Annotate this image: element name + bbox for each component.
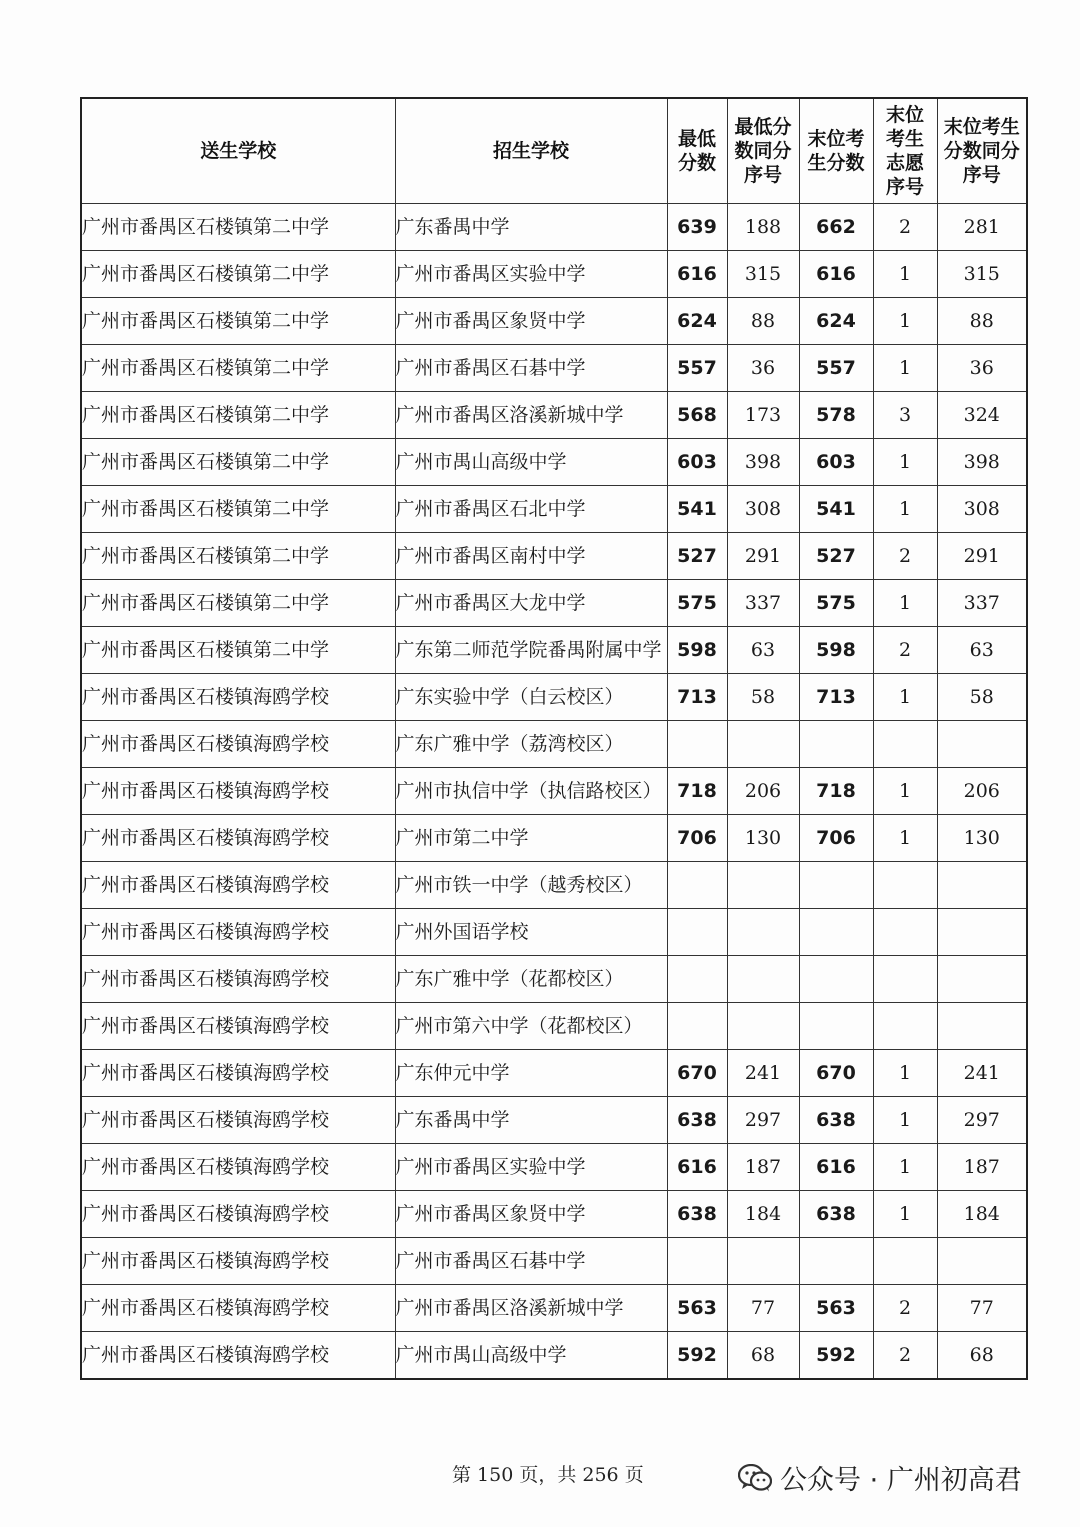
admitting-school-cell: 广州市番禺区石碁中学 xyxy=(395,1238,667,1285)
watermark xyxy=(738,1458,1022,1497)
score-cell xyxy=(727,956,799,1003)
table-row xyxy=(81,533,1027,580)
sending-school-cell: 广州市番禺区石楼镇海鸥学校 xyxy=(81,1050,395,1097)
column-header: 招生学校 xyxy=(395,98,667,204)
table-header-row xyxy=(81,98,1027,204)
score-cell: 297 xyxy=(937,1097,1027,1144)
admitting-school-cell: 广州外国语学校 xyxy=(395,909,667,956)
score-cell xyxy=(937,1238,1027,1285)
score-cell: 337 xyxy=(727,580,799,627)
score-cell: 592 xyxy=(667,1332,727,1380)
table-row xyxy=(81,862,1027,909)
score-cell xyxy=(799,862,873,909)
score-cell: 568 xyxy=(667,392,727,439)
score-cell: 308 xyxy=(937,486,1027,533)
admitting-school-cell: 广州市番禺区石北中学 xyxy=(395,486,667,533)
sending-school-cell: 广州市番禺区石楼镇海鸥学校 xyxy=(81,721,395,768)
score-cell: 1 xyxy=(873,1144,937,1191)
sending-school-cell: 广州市番禺区石楼镇海鸥学校 xyxy=(81,956,395,1003)
score-cell: 713 xyxy=(799,674,873,721)
score-cell xyxy=(727,721,799,768)
score-cell: 241 xyxy=(937,1050,1027,1097)
score-cell: 592 xyxy=(799,1332,873,1380)
watermark-text: 公众号 · 广州初高君 xyxy=(780,1465,1022,1496)
score-cell xyxy=(667,721,727,768)
column-header: 末位考 生分数 xyxy=(799,98,873,204)
score-cell: 291 xyxy=(937,533,1027,580)
score-cell: 638 xyxy=(667,1097,727,1144)
admitting-school-cell: 广东广雅中学（花都校区） xyxy=(395,956,667,1003)
score-cell: 324 xyxy=(937,392,1027,439)
table-row xyxy=(81,1050,1027,1097)
sending-school-cell: 广州市番禺区石楼镇海鸥学校 xyxy=(81,1285,395,1332)
score-cell xyxy=(873,721,937,768)
score-cell xyxy=(667,862,727,909)
score-cell: 1 xyxy=(873,345,937,392)
score-cell: 398 xyxy=(937,439,1027,486)
score-cell: 63 xyxy=(937,627,1027,674)
sending-school-cell: 广州市番禺区石楼镇海鸥学校 xyxy=(81,674,395,721)
admitting-school-cell: 广东广雅中学（荔湾校区） xyxy=(395,721,667,768)
sending-school-cell: 广州市番禺区石楼镇第二中学 xyxy=(81,486,395,533)
score-cell xyxy=(727,909,799,956)
admitting-school-cell: 广州市番禺区洛溪新城中学 xyxy=(395,392,667,439)
sending-school-cell: 广州市番禺区石楼镇海鸥学校 xyxy=(81,1144,395,1191)
column-header: 最低 分数 xyxy=(667,98,727,204)
score-cell xyxy=(727,1003,799,1050)
score-cell xyxy=(937,862,1027,909)
score-cell: 616 xyxy=(667,251,727,298)
score-cell: 1 xyxy=(873,1050,937,1097)
score-cell xyxy=(727,1238,799,1285)
score-cell: 1 xyxy=(873,768,937,815)
admitting-school-cell: 广州市番禺区石碁中学 xyxy=(395,345,667,392)
score-cell: 2 xyxy=(873,627,937,674)
score-cell xyxy=(873,862,937,909)
sending-school-cell: 广州市番禺区石楼镇海鸥学校 xyxy=(81,1003,395,1050)
score-cell: 1 xyxy=(873,486,937,533)
score-cell: 297 xyxy=(727,1097,799,1144)
score-cell: 36 xyxy=(727,345,799,392)
score-cell: 36 xyxy=(937,345,1027,392)
table-body xyxy=(81,204,1027,1380)
score-cell: 337 xyxy=(937,580,1027,627)
table-row xyxy=(81,580,1027,627)
score-cell: 77 xyxy=(727,1285,799,1332)
table-row xyxy=(81,1144,1027,1191)
score-cell: 706 xyxy=(667,815,727,862)
score-cell: 718 xyxy=(667,768,727,815)
sending-school-cell: 广州市番禺区石楼镇海鸥学校 xyxy=(81,862,395,909)
admitting-school-cell: 广州市铁一中学（越秀校区） xyxy=(395,862,667,909)
sending-school-cell: 广州市番禺区石楼镇第二中学 xyxy=(81,204,395,251)
score-cell xyxy=(667,956,727,1003)
score-cell xyxy=(873,1003,937,1050)
admitting-school-cell: 广东仲元中学 xyxy=(395,1050,667,1097)
admitting-school-cell: 广州市番禺区洛溪新城中学 xyxy=(395,1285,667,1332)
admitting-school-cell: 广州市执信中学（执信路校区） xyxy=(395,768,667,815)
score-cell: 1 xyxy=(873,298,937,345)
score-cell: 2 xyxy=(873,204,937,251)
score-cell: 603 xyxy=(799,439,873,486)
score-cell xyxy=(873,1238,937,1285)
admitting-school-cell: 广州市禺山高级中学 xyxy=(395,439,667,486)
score-cell: 624 xyxy=(667,298,727,345)
score-cell xyxy=(667,1003,727,1050)
score-cell: 2 xyxy=(873,1285,937,1332)
score-cell: 68 xyxy=(937,1332,1027,1380)
score-cell: 2 xyxy=(873,1332,937,1380)
score-cell xyxy=(667,1238,727,1285)
table-row xyxy=(81,1191,1027,1238)
score-cell: 58 xyxy=(727,674,799,721)
score-cell: 638 xyxy=(667,1191,727,1238)
score-cell xyxy=(799,721,873,768)
score-cell: 557 xyxy=(799,345,873,392)
score-cell: 173 xyxy=(727,392,799,439)
score-cell: 706 xyxy=(799,815,873,862)
score-cell: 1 xyxy=(873,1097,937,1144)
sending-school-cell: 广州市番禺区石楼镇海鸥学校 xyxy=(81,1097,395,1144)
score-cell: 1 xyxy=(873,580,937,627)
score-cell: 3 xyxy=(873,392,937,439)
sending-school-cell: 广州市番禺区石楼镇第二中学 xyxy=(81,580,395,627)
admitting-school-cell: 广州市番禺区大龙中学 xyxy=(395,580,667,627)
admitting-school-cell: 广州市番禺区实验中学 xyxy=(395,251,667,298)
table-row xyxy=(81,298,1027,345)
score-cell: 603 xyxy=(667,439,727,486)
score-cell: 241 xyxy=(727,1050,799,1097)
score-cell: 2 xyxy=(873,533,937,580)
score-cell xyxy=(937,1003,1027,1050)
score-cell: 130 xyxy=(937,815,1027,862)
score-cell: 130 xyxy=(727,815,799,862)
score-cell: 187 xyxy=(937,1144,1027,1191)
score-cell: 184 xyxy=(727,1191,799,1238)
score-cell xyxy=(799,1238,873,1285)
score-cell: 541 xyxy=(667,486,727,533)
score-cell: 718 xyxy=(799,768,873,815)
score-cell xyxy=(799,1003,873,1050)
score-cell: 63 xyxy=(727,627,799,674)
admitting-school-cell: 广州市番禺区南村中学 xyxy=(395,533,667,580)
table-row xyxy=(81,909,1027,956)
score-cell: 188 xyxy=(727,204,799,251)
table-row xyxy=(81,439,1027,486)
table-row xyxy=(81,1097,1027,1144)
admitting-school-cell: 广州市番禺区实验中学 xyxy=(395,1144,667,1191)
table-row xyxy=(81,627,1027,674)
score-cell: 1 xyxy=(873,674,937,721)
score-cell: 77 xyxy=(937,1285,1027,1332)
score-cell: 575 xyxy=(667,580,727,627)
admitting-school-cell: 广东第二师范学院番禺附属中学 xyxy=(395,627,667,674)
score-cell xyxy=(799,909,873,956)
score-cell: 206 xyxy=(937,768,1027,815)
score-cell: 616 xyxy=(667,1144,727,1191)
score-cell: 68 xyxy=(727,1332,799,1380)
score-cell: 315 xyxy=(727,251,799,298)
sending-school-cell: 广州市番禺区石楼镇第二中学 xyxy=(81,251,395,298)
score-cell: 639 xyxy=(667,204,727,251)
score-cell: 206 xyxy=(727,768,799,815)
score-cell: 638 xyxy=(799,1191,873,1238)
table-row xyxy=(81,956,1027,1003)
score-cell: 563 xyxy=(799,1285,873,1332)
sending-school-cell: 广州市番禺区石楼镇第二中学 xyxy=(81,392,395,439)
sending-school-cell: 广州市番禺区石楼镇第二中学 xyxy=(81,439,395,486)
score-cell xyxy=(873,909,937,956)
table-row xyxy=(81,721,1027,768)
table-row xyxy=(81,392,1027,439)
admitting-school-cell: 广州市番禺区象贤中学 xyxy=(395,1191,667,1238)
table-row xyxy=(81,1285,1027,1332)
table-row xyxy=(81,1332,1027,1380)
sending-school-cell: 广州市番禺区石楼镇第二中学 xyxy=(81,533,395,580)
score-cell: 527 xyxy=(667,533,727,580)
score-cell: 281 xyxy=(937,204,1027,251)
column-header: 末位 考生 志愿 序号 xyxy=(873,98,937,204)
score-cell: 616 xyxy=(799,251,873,298)
score-cell: 1 xyxy=(873,1191,937,1238)
admitting-school-cell: 广东番禺中学 xyxy=(395,204,667,251)
score-cell: 308 xyxy=(727,486,799,533)
score-cell xyxy=(799,956,873,1003)
score-cell: 1 xyxy=(873,815,937,862)
score-cell: 670 xyxy=(667,1050,727,1097)
admitting-school-cell: 广东番禺中学 xyxy=(395,1097,667,1144)
score-cell xyxy=(667,909,727,956)
score-cell: 557 xyxy=(667,345,727,392)
table-row xyxy=(81,486,1027,533)
score-cell: 58 xyxy=(937,674,1027,721)
score-cell: 88 xyxy=(727,298,799,345)
table-row xyxy=(81,345,1027,392)
score-cell: 187 xyxy=(727,1144,799,1191)
score-cell: 575 xyxy=(799,580,873,627)
score-cell xyxy=(727,862,799,909)
score-cell: 315 xyxy=(937,251,1027,298)
table-row xyxy=(81,1238,1027,1285)
sending-school-cell: 广州市番禺区石楼镇第二中学 xyxy=(81,298,395,345)
score-cell: 1 xyxy=(873,439,937,486)
score-cell: 1 xyxy=(873,251,937,298)
score-cell: 88 xyxy=(937,298,1027,345)
admitting-school-cell: 广州市第六中学（花都校区） xyxy=(395,1003,667,1050)
sending-school-cell: 广州市番禺区石楼镇第二中学 xyxy=(81,345,395,392)
score-cell xyxy=(873,956,937,1003)
admission-table xyxy=(80,97,1028,1380)
score-cell: 598 xyxy=(799,627,873,674)
score-cell: 616 xyxy=(799,1144,873,1191)
table-row xyxy=(81,251,1027,298)
admitting-school-cell: 广州市第二中学 xyxy=(395,815,667,862)
score-cell xyxy=(937,956,1027,1003)
sending-school-cell: 广州市番禺区石楼镇海鸥学校 xyxy=(81,909,395,956)
sending-school-cell: 广州市番禺区石楼镇海鸥学校 xyxy=(81,1191,395,1238)
sending-school-cell: 广州市番禺区石楼镇海鸥学校 xyxy=(81,1238,395,1285)
sending-school-cell: 广州市番禺区石楼镇海鸥学校 xyxy=(81,815,395,862)
score-cell: 527 xyxy=(799,533,873,580)
table-row xyxy=(81,204,1027,251)
admitting-school-cell: 广州市番禺区象贤中学 xyxy=(395,298,667,345)
admitting-school-cell: 广东实验中学（白云校区） xyxy=(395,674,667,721)
sending-school-cell: 广州市番禺区石楼镇第二中学 xyxy=(81,627,395,674)
score-cell: 713 xyxy=(667,674,727,721)
score-cell: 563 xyxy=(667,1285,727,1332)
table-row xyxy=(81,768,1027,815)
wechat-icon xyxy=(738,1464,772,1492)
page-number: 第 150 页，共 256 页 xyxy=(452,1464,644,1486)
admitting-school-cell: 广州市禺山高级中学 xyxy=(395,1332,667,1380)
score-cell: 541 xyxy=(799,486,873,533)
column-header: 送生学校 xyxy=(81,98,395,204)
score-cell: 291 xyxy=(727,533,799,580)
score-cell: 670 xyxy=(799,1050,873,1097)
score-cell: 184 xyxy=(937,1191,1027,1238)
table-row xyxy=(81,674,1027,721)
score-cell: 578 xyxy=(799,392,873,439)
column-header: 最低分 数同分 序号 xyxy=(727,98,799,204)
score-cell: 638 xyxy=(799,1097,873,1144)
score-cell: 598 xyxy=(667,627,727,674)
score-cell xyxy=(937,909,1027,956)
score-cell xyxy=(937,721,1027,768)
score-cell: 662 xyxy=(799,204,873,251)
sending-school-cell: 广州市番禺区石楼镇海鸥学校 xyxy=(81,768,395,815)
sending-school-cell: 广州市番禺区石楼镇海鸥学校 xyxy=(81,1332,395,1380)
column-header: 末位考生 分数同分 序号 xyxy=(937,98,1027,204)
score-cell: 624 xyxy=(799,298,873,345)
table-row xyxy=(81,1003,1027,1050)
table-row xyxy=(81,815,1027,862)
score-cell: 398 xyxy=(727,439,799,486)
